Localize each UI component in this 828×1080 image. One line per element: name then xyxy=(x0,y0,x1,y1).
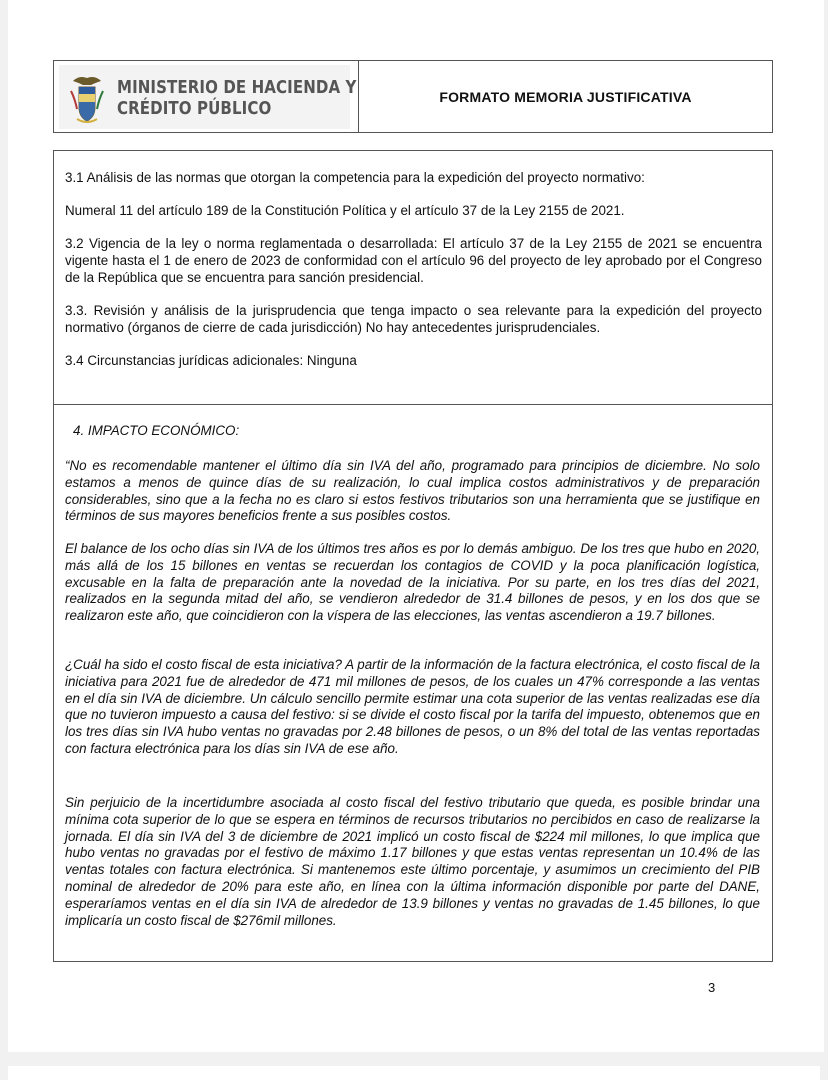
ministry-name xyxy=(117,78,357,120)
document-page xyxy=(8,0,824,1052)
document-header xyxy=(53,60,773,133)
ministry-name-line1: MINISTERIO DE HACIENDA Y xyxy=(117,78,357,98)
paragraph-numeral: Numeral 11 del artículo 189 de la Constitución Política y el artículo 37 de la Ley 2155 de 2021. xyxy=(65,203,625,218)
format-title: FORMATO MEMORIA JUSTIFICATIVA xyxy=(439,88,692,105)
ministry-logo xyxy=(59,65,357,129)
economic-impact-section xyxy=(53,404,773,962)
paragraph-3-3: 3.3. Revisión y análisis de la jurisprudencia que tenga impacto o sea relevante para la expedición del proyecto normativo (órganos de cierre de cada jurisdicción) No hay antecedentes jurisprudenciales. xyxy=(65,303,762,335)
paragraph-3-1: 3.1 Análisis de las normas que otorgan la competencia para la expedición del proyecto normativo: xyxy=(65,170,645,185)
next-page-edge xyxy=(8,1066,820,1080)
impact-paragraph-2: El balance de los ocho días sin IVA de los últimos tres años es por lo demás ambiguo. De los tres que hubo en 2020, más allá de los 15 billones en ventas se recuerdan los contagios de COVID y la poca planificación logística, excusable en la falta de preparación ante la novedad de la iniciativa. Por su parte, en los tres días del 2021, realizados en la segunda mitad del año, se vendieron alrededor de 31.4 billones de pesos, y en los dos que se realizaron este año, que coincidieron con la víspera de las elecciones, las ventas ascendieron a 19.7 billones. xyxy=(65,541,760,624)
page-number: 3 xyxy=(708,980,716,995)
impact-paragraph-1: “No es recomendable mantener el último día sin IVA del año, programado para principios de diciembre. No solo estamos a menos de quince días de su realización, lo cual implica costos administrativos y de preparación considerables, sino que a la fecha no es claro si estos festivos tributarios son una herramienta que se justifique en términos de sus mayores beneficios frente a sus posibles costos. xyxy=(65,458,760,524)
legal-analysis-section xyxy=(53,150,773,405)
coat-of-arms-icon xyxy=(67,73,107,125)
impact-paragraph-3: ¿Cuál ha sido el costo fiscal de esta iniciativa? A partir de la información de la factura electrónica, el costo fiscal de la iniciativa para 2021 fue de alrededor de 471 mil millones de pesos, de los cuales un 47% corresponde a las ventas en el día sin IVA de diciembre. Un cálculo sencillo permite estimar una cota superior de las ventas realizadas ese día que no tuvieron impuesto a causa del festivo: si se divide el costo fiscal por la tarifa del impuesto, obtenemos que en los tres días sin IVA hubo ventas no gravadas por 2.48 billones de pesos, o un 8% del total de las ventas reportadas con factura electrónica para los días sin IVA de ese año. xyxy=(65,657,760,756)
section-4-heading: 4. IMPACTO ECONÓMICO: xyxy=(73,423,240,438)
ministry-name-line2: CRÉDITO PÚBLICO xyxy=(117,99,272,119)
paragraph-3-4: 3.4 Circunstancias jurídicas adicionales: Ninguna xyxy=(65,353,357,368)
paragraph-3-2: 3.2 Vigencia de la ley o norma reglamentada o desarrollada: El artículo 37 de la Ley 2155 de 2021 se encuentra vigente hasta el 1 de enero de 2023 de conformidad con el artículo 96 del proyecto de ley aprobado por el Congreso de la República que se encuentra para sanción presidencial. xyxy=(65,236,762,285)
ministry-logo-cell xyxy=(54,61,359,132)
impact-paragraph-4: Sin perjuicio de la incertidumbre asociada al costo fiscal del festivo tributario que queda, es posible brindar una mínima cota superior de lo que se espera en términos de recursos tributarios no percibidos en caso de realizarse la jornada. El día sin IVA del 3 de diciembre de 2021 implicó un costo fiscal de $224 mil millones, lo que implica que hubo ventas no gravadas por el festivo de máximo 1.17 billones y que estas ventas representan un 10.4% de las ventas totales con factura electrónica. Si mantenemos este último porcentaje, y asumimos un crecimiento del PIB nominal de alrededor de 20% para este año, en línea con la última información disponible por parte del DANE, esperaríamos ventas en el día sin IVA de alrededor de 13.9 billones y ventas no gravadas de 1.45 billones, lo que implicaría un costo fiscal de $276mil millones. xyxy=(65,795,760,928)
